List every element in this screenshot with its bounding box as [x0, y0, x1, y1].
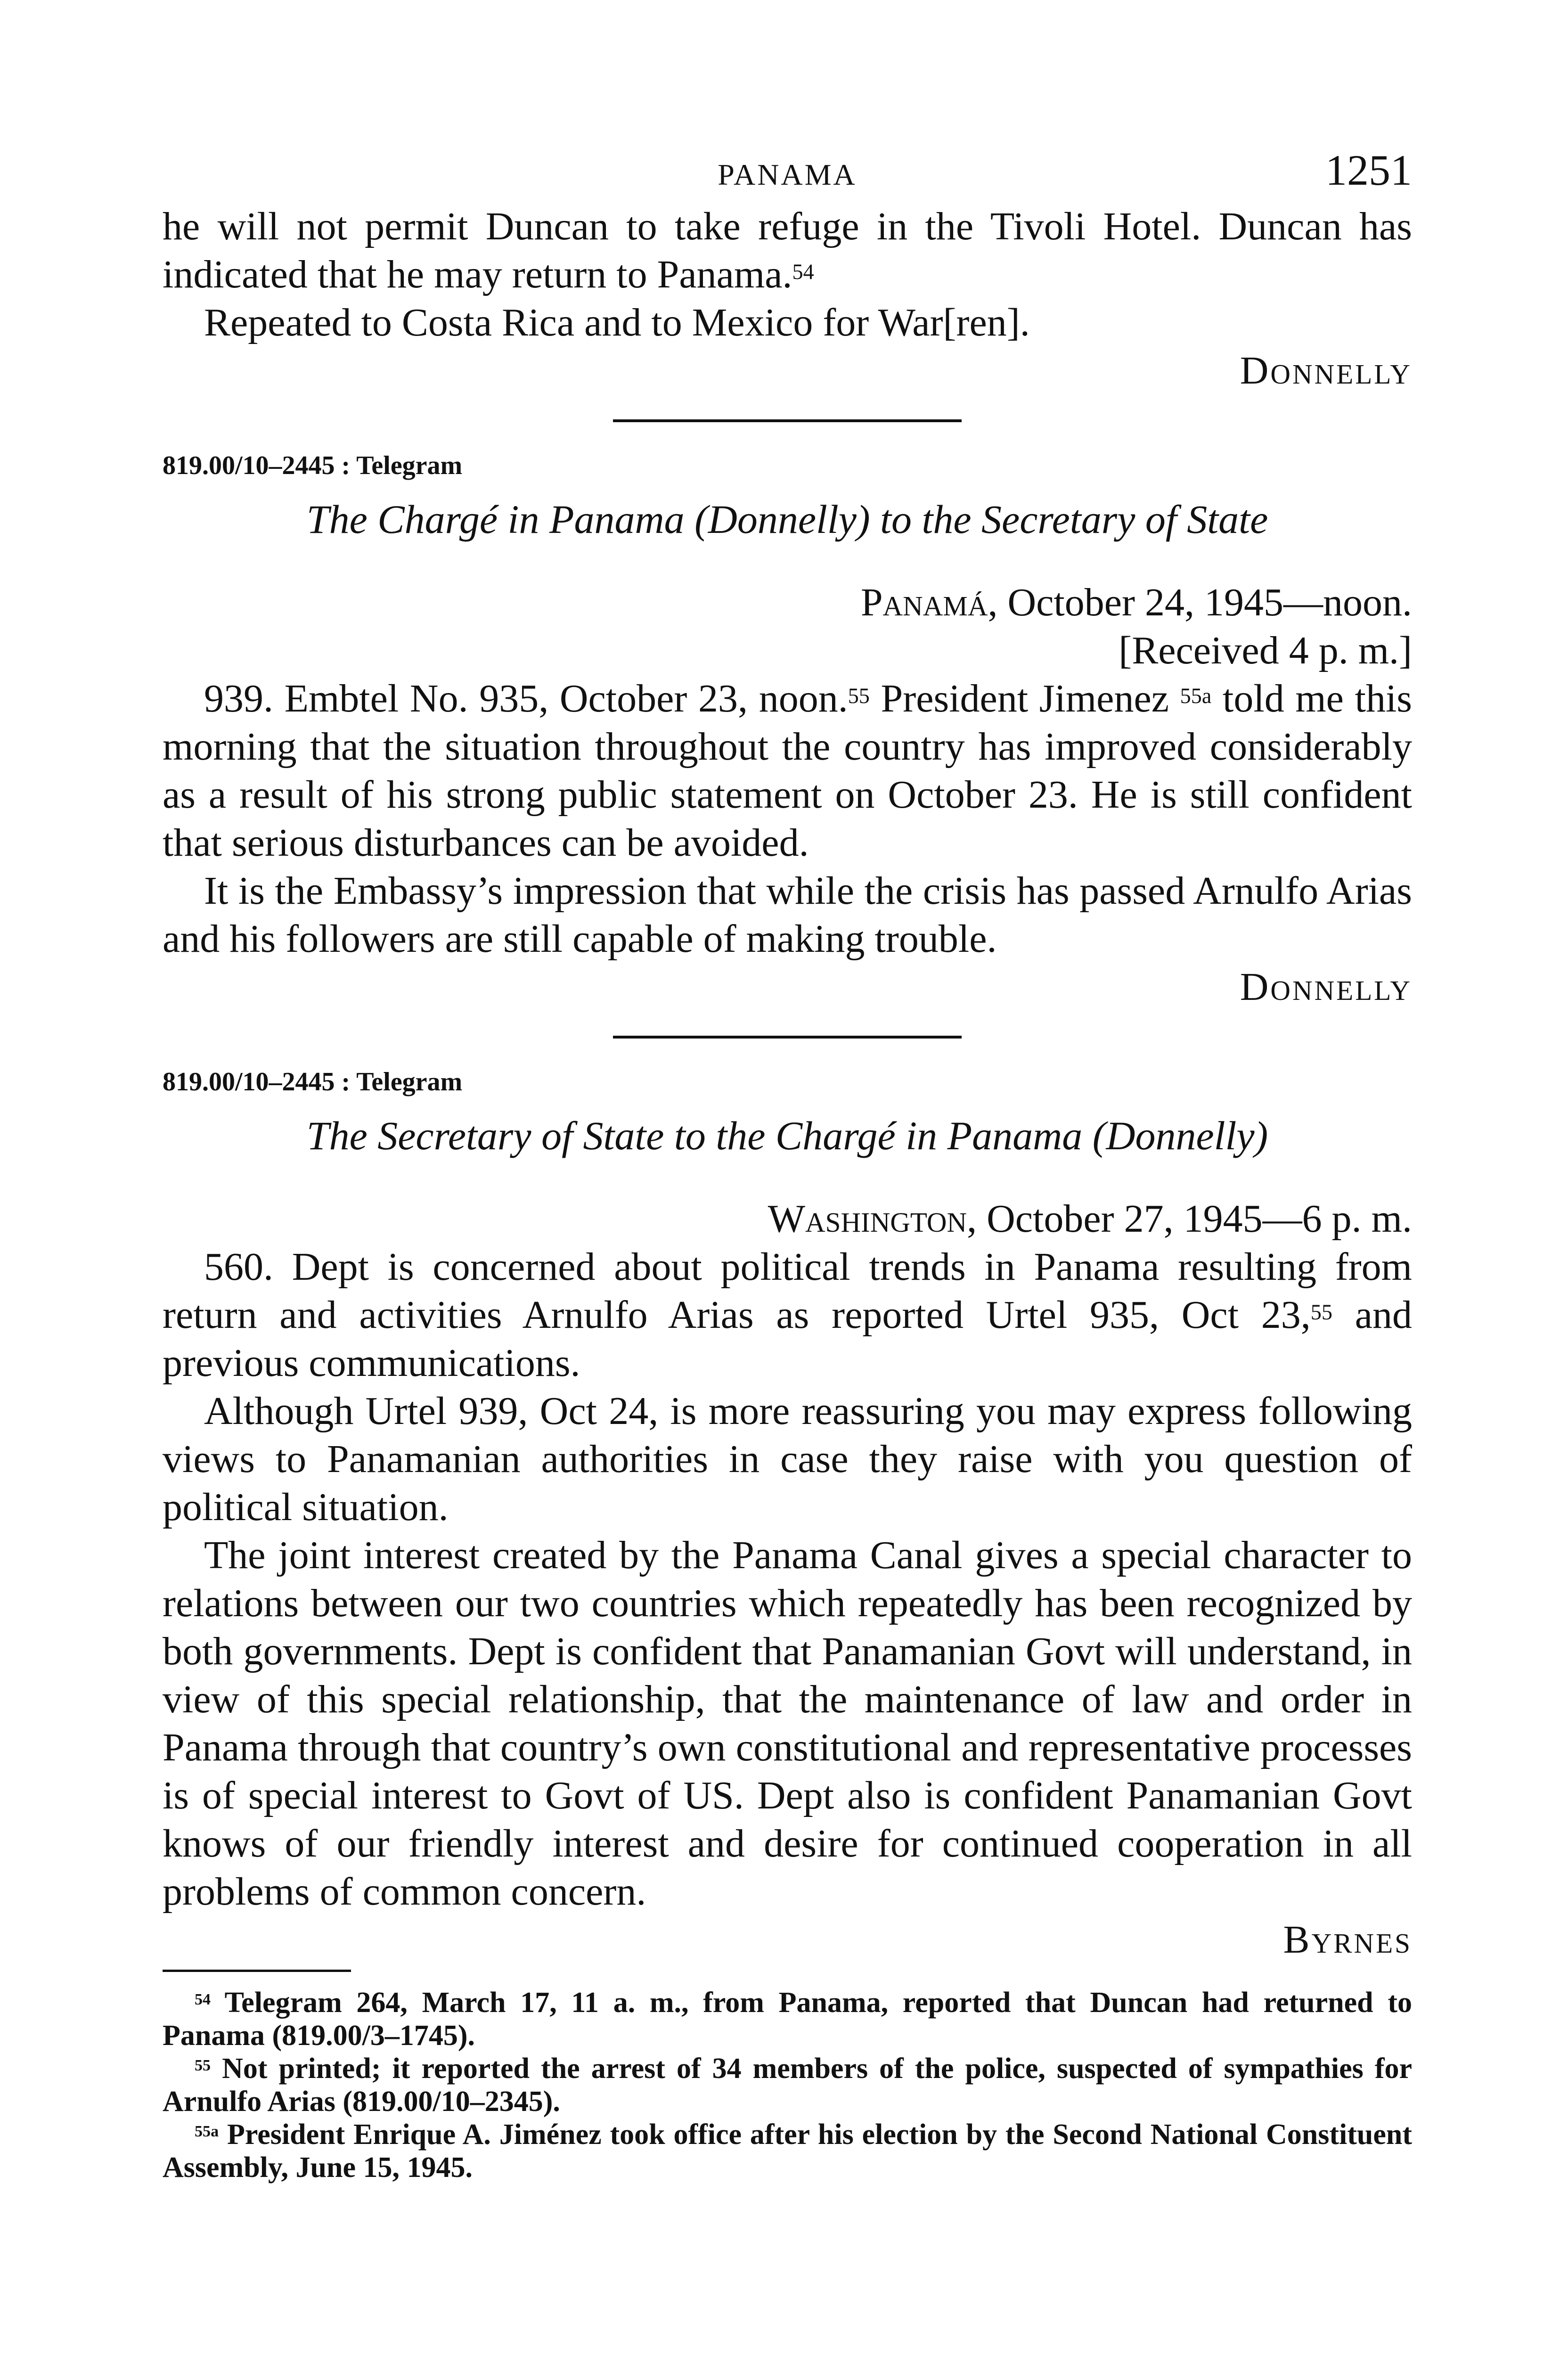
paragraph	[163, 675, 1412, 867]
footnote	[163, 2118, 1412, 2184]
document-page	[163, 141, 1412, 2184]
footnote	[163, 2052, 1412, 2118]
continuation-section	[163, 203, 1412, 395]
continuation-text: he will not permit Duncan to take refuge in the Tivoli Hotel. Duncan has indicated that he may return to Panama.	[163, 205, 1412, 296]
footnote-mark: 55	[195, 2057, 211, 2074]
footnote-ref: 55	[848, 684, 870, 708]
document-title: The Secretary of State to the Chargé in Panama (Donnelly)	[306, 1113, 1268, 1158]
signature: Byrnes	[1283, 1918, 1412, 1962]
document-title: The Chargé in Panama (Donnelly) to the Secretary of State	[306, 497, 1268, 542]
signature: Donnelly	[1240, 349, 1412, 393]
paragraph: Although Urtel 939, Oct 24, is more reassuring you may express following views to Panamanian authorities in case they raise with you question of political situation.	[163, 1389, 1412, 1529]
footnote-text: President Enrique A. Jiménez took office after his election by the Second National Constituent Assembly, June 15, 1945.	[163, 2119, 1412, 2184]
footnote-text: Not printed; it reported the arrest of 34 members of the police, suspected of sympathies for Arnulfo Arias (819.00/10–2345).	[163, 2053, 1412, 2118]
footnote-text: Telegram 264, March 17, 11 a. m., from Panama, reported that Duncan had returned to Panama (819.00/3–1745).	[163, 1987, 1412, 2052]
dateline-place: Washington	[768, 1197, 967, 1241]
footnote-mark: 55a	[195, 2123, 219, 2140]
footnote	[163, 1986, 1412, 2052]
paragraph-text: 939. Embtel No. 935, October 23, noon.	[204, 677, 848, 720]
page-number: 1251	[1325, 146, 1412, 194]
signature: Donnelly	[1240, 965, 1412, 1009]
dateline-date: , October 27, 1945—6 p. m.	[967, 1197, 1412, 1241]
footnote-divider	[163, 1970, 351, 1972]
paragraph	[163, 1243, 1412, 1387]
paragraph-text: told me this morning that the situation throughout the country has improved considerably as a result of his strong public statement on October 23. He is still confident that serious disturbances can be avoided.	[163, 677, 1412, 865]
dateline	[163, 1195, 1412, 1243]
file-reference: 819.00/10–2445 : Telegram	[163, 1067, 463, 1096]
running-head: PANAMA	[718, 158, 857, 191]
telegram-560	[163, 1067, 1412, 1964]
paragraph-text: 560. Dept is concerned about political trends in Panama resulting from return and activities Arnulfo Arias as reported Urtel 935, Oct 23,	[163, 1245, 1412, 1337]
telegram-939	[163, 450, 1412, 1011]
section-divider	[613, 1036, 962, 1039]
continuation-paragraph	[163, 203, 1412, 299]
continuation-paragraph-2: Repeated to Costa Rica and to Mexico for War[ren].	[204, 301, 1030, 344]
received-line: [Received 4 p. m.]	[1119, 629, 1412, 672]
paragraph: It is the Embassy’s impression that while the crisis has passed Arnulfo Arias and his followers are still capable of making trouble.	[163, 869, 1412, 961]
footnotes	[163, 1986, 1412, 2184]
paragraph-text: President Jimenez	[869, 677, 1180, 720]
footnote-ref: 55	[1310, 1300, 1332, 1324]
dateline-place: Panamá	[860, 581, 988, 624]
footnote-ref: 54	[792, 260, 814, 284]
paragraph: The joint interest created by the Panama Canal gives a special character to relations between our two countries which repeatedly has been recognized by both governments. Dept is confident that Panamanian Govt will understand, in view of this special relationship, that the maintenance of law and order in Panama through that country’s own constitutional and representative processes is of special interest to Govt of US. Dept also is confident Panamanian Govt knows of our friendly interest and desire for continued cooperation in all problems of common concern.	[163, 1533, 1412, 1914]
page-header	[163, 141, 1412, 203]
dateline-date: , October 24, 1945—noon.	[988, 581, 1412, 624]
file-reference: 819.00/10–2445 : Telegram	[163, 451, 463, 480]
footnote-ref: 55a	[1180, 684, 1212, 708]
paragraph-text: and previous communications.	[163, 1293, 1412, 1385]
section-divider	[613, 419, 962, 422]
dateline	[163, 579, 1412, 627]
footnote-mark: 54	[195, 1991, 211, 2008]
